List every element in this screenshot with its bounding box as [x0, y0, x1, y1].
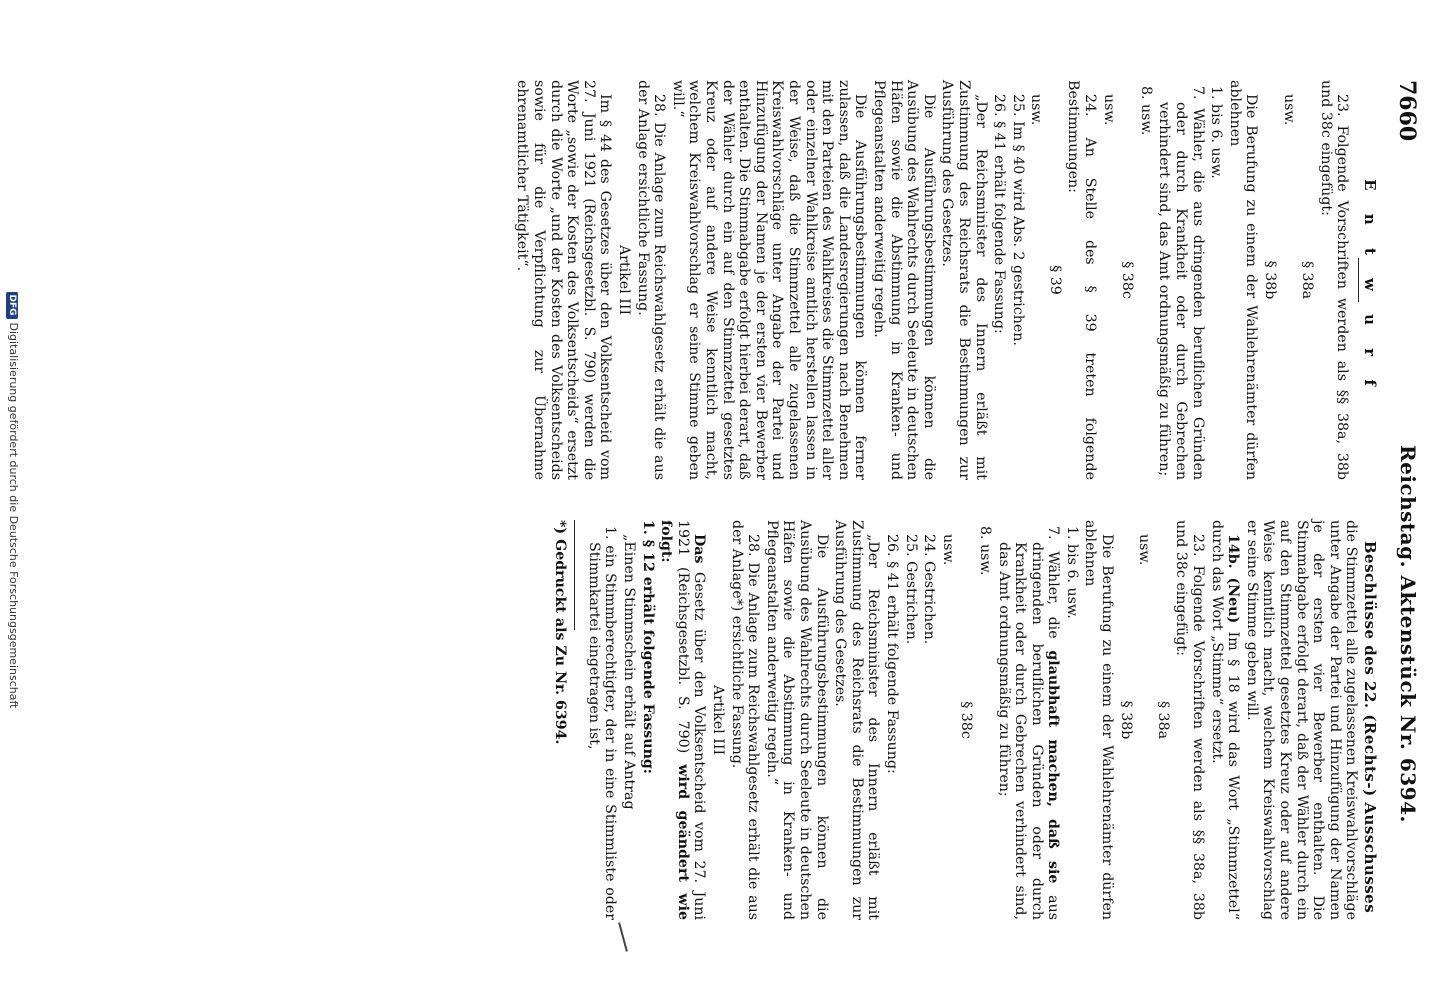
usw-text: usw.	[1028, 94, 1045, 126]
item-7-start: 7. Wähler, die	[1045, 526, 1062, 651]
para-23: 23. Folgende Vorschriften werden als §§ 38a, 38b und 38c eingefügt:	[1317, 80, 1351, 480]
usw-text: usw.	[1280, 94, 1297, 126]
para-14b	[1208, 520, 1241, 920]
item-7	[995, 520, 1061, 920]
article-3-text	[658, 520, 708, 920]
running-title: Reichstag. Aktenstück Nr. 6394.	[1396, 445, 1420, 823]
article-3-item-1	[639, 520, 656, 920]
section-38b: § 38b	[1262, 260, 1279, 300]
title-rule	[1358, 258, 1359, 302]
para-38b-intro: Die Berufung zu einem der Wahlehrenämter dürfen ablehnen	[1082, 520, 1116, 920]
para-24: 24. Gestrichen.	[921, 534, 938, 645]
section-38a: § 38a	[1154, 700, 1171, 740]
section-38c: § 38c	[1119, 261, 1136, 299]
dfg-logo: DFG	[6, 292, 18, 319]
footnote-rule	[574, 520, 576, 630]
quote-1: „Der Reichsminister des Innern erläßt mit Zustimmung des Reichsrats die Bestimmungen zur Ausführung des Gesetzes.	[939, 80, 989, 480]
usw-text: usw.	[939, 534, 956, 566]
article-3-bold-end: wird geändert wie folgt:	[658, 520, 691, 920]
page-number: 7660	[1394, 80, 1420, 142]
footnote: *) Gedruckt als Zu Nr. 6394.	[551, 520, 568, 745]
para-25: 25. Im § 40 wird Abs. 2 gestrichen.	[1009, 94, 1026, 346]
article-3-quote-item: 1. ein Stimmberechtigter, der in eine Stimmliste oder Stimmkartei eingetragen ist,	[585, 526, 619, 920]
section-39: § 39	[1046, 265, 1063, 295]
article-3-bold-start: Das	[691, 534, 708, 564]
para-28: 28. Die Anlage zum Reichswahlgesetz erhält die aus der Anlage*) ersichtliche Fassung.	[728, 520, 762, 920]
usw-text: usw.	[1136, 534, 1153, 566]
credit-text: Digitalisierung gefördert durch die Deutsche Forschungsgemeinschaft	[7, 322, 20, 709]
para-24: 24. An Stelle des § 39 treten folgende Bestimmungen:	[1065, 80, 1099, 480]
article-3-text: Im § 44 des Gesetzes über den Volksentscheid vom 27. Juni 1921 (Reichsgesetzbl. S. 790) werden die Worte „sowie der Kosten des Volksentscheids“ ersetzt durch die Worte „und der Kosten des Volksentscheids sowie für die Verpflichtung zur Übernahme ehrenamtlicher Tätigkeit“.	[514, 80, 614, 480]
item-7-end: aus dringenden beruflichen Gründen oder durch Krankheit oder durch Gebrechen verhindert sind, das Amt ordnungsmäßig zu führen;	[995, 542, 1062, 920]
column-title-draft: E n t w u r f	[1361, 179, 1379, 395]
item-1-6: 1. bis 6. usw.	[1208, 86, 1225, 179]
pencil-mark	[619, 922, 628, 951]
article-3-middle: Gesetz über den Volksentscheid vom 27. Juni 1921 (Reichsgesetzbl. S. 790)	[674, 520, 708, 920]
para-28: 28. Die Anlage zum Reichswahlgesetz erhält die aus der Anlage ersichtliche Fassung.	[634, 80, 668, 480]
item-1-6: 1. bis 6. usw.	[1063, 526, 1080, 619]
para-14b-label: 14b. (Neu)	[1225, 534, 1242, 624]
para-23: 23. Folgende Vorschriften werden als §§ 38a, 38b und 38c eingefügt:	[1173, 520, 1207, 920]
quote-2: Die Ausführungsbestimmungen können die Ausübung des Wahlrechts durch Seeleute in deutschen Häfen sowie die Abstimmung in Kranken- und Pflegeanstalten anderweitig regeln.“	[763, 520, 830, 920]
column-draft	[512, 80, 1378, 480]
item-8: 8. usw.	[1137, 86, 1154, 136]
section-38b: § 38b	[1117, 700, 1134, 740]
article-3-heading: Artikel III	[710, 684, 727, 756]
para-25: 25. Gestrichen.	[902, 534, 919, 645]
item-8: 8. usw.	[976, 526, 993, 576]
quote-2: Die Ausführungsbestimmungen können die Ausübung des Wahlrechts durch Seeleute in deutschen Häfen sowie die Abstimmung in Kranken- und Pflegeanstalten anderweitig regeln.	[870, 80, 937, 480]
section-38c: § 38c	[958, 701, 975, 739]
section-38a: § 38a	[1299, 260, 1316, 300]
usw-text: usw.	[1100, 94, 1117, 126]
article-3-item-1-text: 1. § 12 erhält folgende Fassung:	[639, 520, 656, 775]
quote-3: Die Ausführungsbestimmungen können ferner zulassen, daß die Landesregierungen nach Benehmen mit den Parteien des Wahlkreises die Stimmzettel aller oder einzelner Wahlkreise amtlich herstellen lassen in der Weise, daß die Stimmzettel alle zugelassenen Kreiswahlvorschläge unter Angabe der Partei und Hinzufügung der Namen je der ersten vier Bewerber enthalten. Die Stimmabgabe erfolgt hierbei derart, daß der Wähler durch ein auf den Stimmzettel gesetztes Kreuz oder auf andere Weise kenntlich macht, welchem Kreiswahlvorschlag er seine Stimme geben will.“	[669, 80, 869, 480]
article-3-heading: Artikel III	[616, 244, 633, 316]
para-26: 26. § 41 erhält folgende Fassung:	[883, 534, 900, 774]
item-7-amendment: glaubhaft machen, daß sie	[1045, 650, 1062, 884]
quote-1: „Der Reichsminister des Innern erläßt mit Zustimmung des Reichsrats die Bestimmungen zur Ausführung des Gesetzes.	[832, 520, 882, 920]
article-3-quote: „Einen Stimmschein erhält auf Antrag	[621, 534, 638, 810]
continuation-text: die Stimmzettel alle zugelassenen Kreiswahlvorschläge unter Angabe der Partei und Hinzufügung der Namen je der ersten vier Bewerber enthalten. Die Stimmabgabe erfolgt derart, daß der Wähler durch ein auf den Stimmzettel gesetztes Kreuz oder auf andere Weise kenntlich macht, welchem Kreiswahlvorschlag er seine Stimme geben will.	[1243, 520, 1360, 920]
para-38b-intro: Die Berufung zu einem der Wahlehrenämter dürfen ablehnen	[1226, 80, 1260, 480]
digitization-credit	[6, 0, 20, 1000]
column-resolutions	[549, 520, 1378, 920]
column-title-resolutions: Beschlüsse des 22. (Rechts-) Ausschusses	[1361, 540, 1379, 914]
item-7: 7. Wähler, die aus dringenden beruflichen Gründen oder durch Krankheit oder durch Gebrechen verhindert sind, das Amt ordnungsmäßig zu führen;	[1156, 86, 1206, 480]
para-14b-text: Im § 18 wird das Wort „Stimmzettel“ durch das Wort „Stimme“ ersetzt.	[1208, 520, 1242, 920]
para-26: 26. § 41 erhält folgende Fassung:	[991, 94, 1008, 334]
